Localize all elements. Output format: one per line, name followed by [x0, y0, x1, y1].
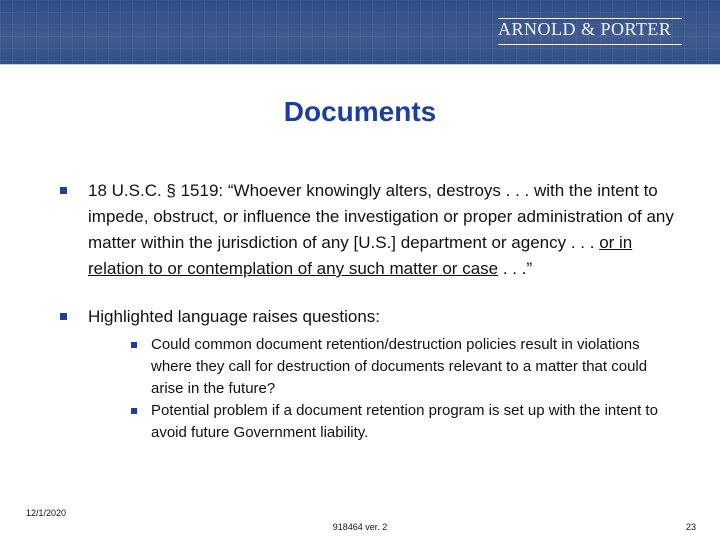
statute-quote-highlighted: or in relation to or contemplation of any such matter or case — [88, 233, 633, 278]
footer-document-id: 918464 ver. 2 — [332, 522, 388, 532]
footer-page-number: 23 — [685, 522, 696, 532]
firm-logo: ARNOLD & PORTER — [498, 19, 672, 39]
subbullet-retention-program: Potential problem if a document retention program is set up with the intent to avoid future Government liability. — [151, 402, 658, 441]
square-subbullet-icon — [131, 342, 137, 348]
square-subbullet-icon — [131, 408, 137, 414]
square-bullet-icon — [60, 313, 67, 320]
subbullet-retention-policies: Could common document retention/destruction policies result in violations where they call for destruction of documents relevant to a matter that could arise in the future? — [151, 336, 648, 397]
slide-title: Documents — [283, 96, 437, 127]
statute-quote-end: . . .” — [498, 259, 533, 278]
square-bullet-icon — [60, 187, 67, 194]
bullet-statute-text — [88, 178, 678, 282]
footer-date: 12/1/2020 — [26, 508, 67, 518]
statute-quote-plain: 18 U.S.C. § 1519: “Whoever knowingly alters, destroys . . . with the intent to impede, obstruct, or influence the investigation or proper administration of any matter within the jurisdiction of any [U.S.] department or agency . . . — [88, 181, 674, 252]
bullet-questions-text: Highlighted language raises questions: — [88, 307, 381, 326]
